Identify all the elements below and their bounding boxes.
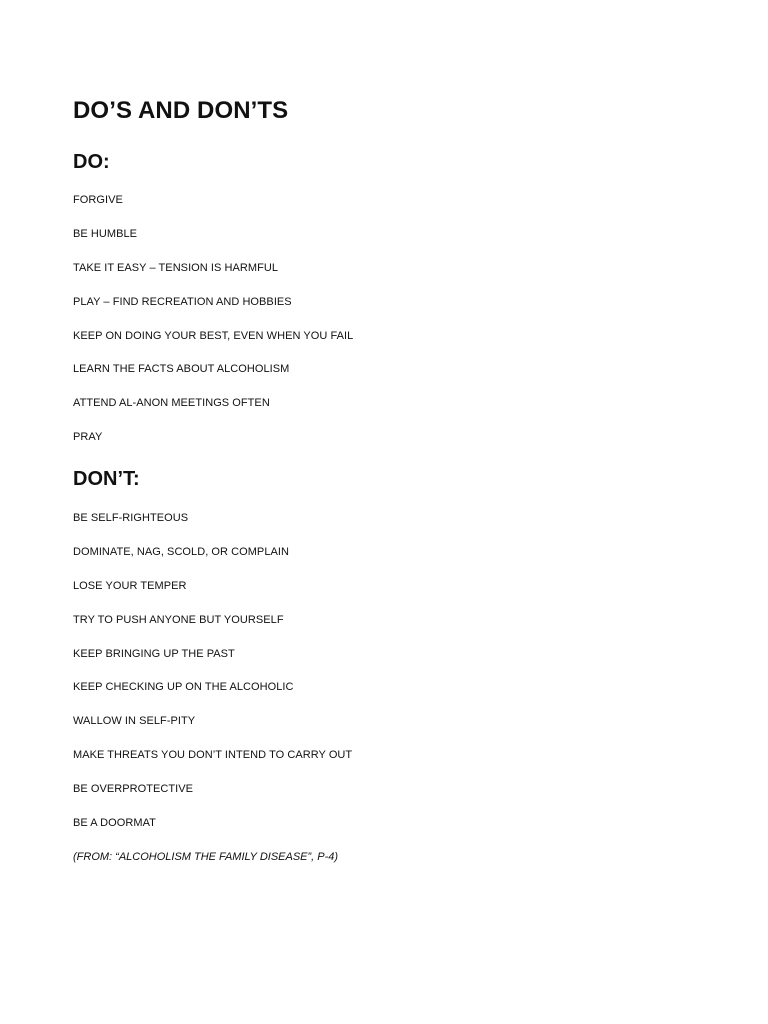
dont-item-push-anyone: TRY TO PUSH ANYONE BUT YOURSELF [73, 613, 284, 626]
do-item-keep-doing-best: KEEP ON DOING YOUR BEST, EVEN WHEN YOU FAIL [73, 329, 354, 342]
do-list [73, 193, 353, 464]
dont-heading: DON’T: [73, 468, 140, 490]
dont-item-checking-up: KEEP CHECKING UP ON THE ALCOHOLIC [73, 681, 294, 694]
do-item-be-humble: BE HUMBLE [73, 227, 138, 240]
do-item-play: PLAY – FIND RECREATION AND HOBBIES [73, 295, 292, 308]
dont-item-doormat: BE A DOORMAT [73, 817, 156, 830]
do-item-learn-facts: LEARN THE FACTS ABOUT ALCOHOLISM [73, 363, 290, 376]
dont-list [73, 511, 352, 850]
do-item-pray: PRAY [73, 431, 103, 444]
document-title: DO’S AND DON’TS [73, 97, 289, 124]
do-heading: DO: [73, 151, 110, 173]
dont-item-bringing-up-past: KEEP BRINGING UP THE PAST [73, 647, 235, 660]
do-item-forgive: FORGIVE [73, 194, 123, 206]
dont-item-self-righteous: BE SELF-RIGHTEOUS [73, 512, 189, 524]
dont-item-dominate: DOMINATE, NAG, SCOLD, OR COMPLAIN [73, 545, 289, 558]
dont-item-threats: MAKE THREATS YOU DON’T INTEND TO CARRY OUT [73, 749, 353, 762]
do-item-attend-meetings: ATTEND AL-ANON MEETINGS OFTEN [73, 397, 270, 410]
dont-item-lose-temper: LOSE YOUR TEMPER [73, 579, 187, 592]
dont-item-overprotective: BE OVERPROTECTIVE [73, 783, 194, 796]
source-note: (FROM: “ALCOHOLISM THE FAMILY DISEASE”, P-4) [73, 851, 339, 863]
dont-item-self-pity: WALLOW IN SELF-PITY [73, 715, 196, 728]
do-item-take-it-easy: TAKE IT EASY – TENSION IS HARMFUL [73, 261, 278, 274]
